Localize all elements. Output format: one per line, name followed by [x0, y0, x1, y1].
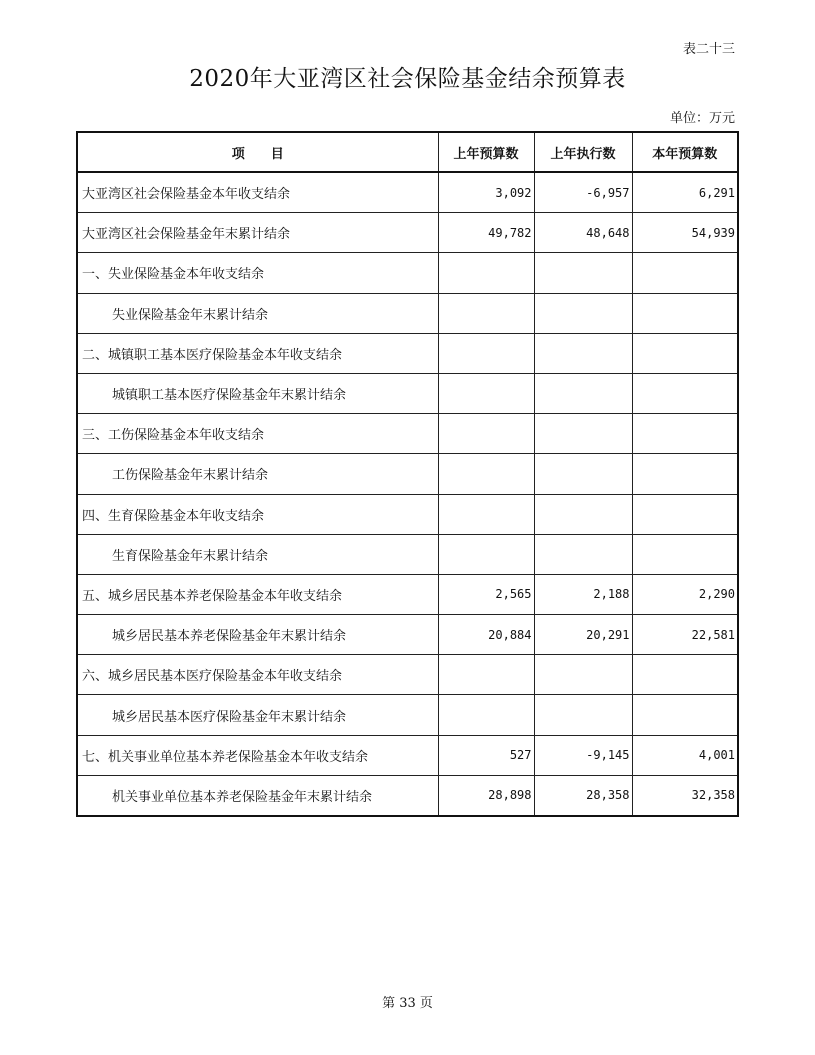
table-row [77, 534, 738, 574]
column-header-prev-budget: 上年预算数 [438, 132, 534, 172]
cell-prev-budget [438, 373, 534, 413]
row-item-label: 失业保险基金年末累计结余 [77, 293, 438, 333]
row-item-label: 一、失业保险基金本年收支结余 [77, 253, 438, 293]
budget-table [76, 131, 739, 817]
row-item-label: 大亚湾区社会保险基金本年收支结余 [77, 172, 438, 213]
cell-prev-actual: 48,648 [534, 213, 632, 253]
cell-prev-actual [534, 655, 632, 695]
cell-curr-budget [632, 454, 738, 494]
table-row [77, 494, 738, 534]
row-item-label: 六、城乡居民基本医疗保险基金本年收支结余 [77, 655, 438, 695]
cell-prev-budget [438, 414, 534, 454]
table-row [77, 454, 738, 494]
cell-curr-budget: 4,001 [632, 735, 738, 775]
page-title: 2020年大亚湾区社会保险基金结余预算表 [189, 66, 626, 92]
cell-curr-budget [632, 333, 738, 373]
cell-curr-budget [632, 695, 738, 735]
cell-prev-actual [534, 414, 632, 454]
cell-prev-budget [438, 333, 534, 373]
cell-prev-budget: 2,565 [438, 574, 534, 614]
row-item-label: 七、机关事业单位基本养老保险基金本年收支结余 [77, 735, 438, 775]
cell-prev-budget [438, 655, 534, 695]
table-row [77, 615, 738, 655]
cell-prev-budget: 20,884 [438, 615, 534, 655]
cell-prev-actual [534, 695, 632, 735]
cell-curr-budget [632, 494, 738, 534]
cell-prev-actual [534, 333, 632, 373]
cell-curr-budget [632, 534, 738, 574]
row-item-label: 三、工伤保险基金本年收支结余 [77, 414, 438, 454]
row-item-label: 五、城乡居民基本养老保险基金本年收支结余 [77, 574, 438, 614]
cell-prev-budget [438, 253, 534, 293]
cell-prev-budget: 527 [438, 735, 534, 775]
cell-prev-budget [438, 293, 534, 333]
cell-prev-budget [438, 454, 534, 494]
column-header-item: 项 目 [77, 132, 438, 172]
table-header-row [77, 132, 738, 172]
cell-prev-actual [534, 293, 632, 333]
cell-prev-actual: 2,188 [534, 574, 632, 614]
table-row [77, 293, 738, 333]
table-row [77, 735, 738, 775]
row-item-label: 城镇职工基本医疗保险基金年末累计结余 [77, 373, 438, 413]
table-row [77, 373, 738, 413]
cell-curr-budget: 6,291 [632, 172, 738, 213]
cell-prev-actual [534, 494, 632, 534]
cell-curr-budget [632, 373, 738, 413]
cell-prev-actual: 28,358 [534, 775, 632, 816]
table-row [77, 213, 738, 253]
table-row [77, 333, 738, 373]
cell-curr-budget [632, 414, 738, 454]
cell-curr-budget [632, 655, 738, 695]
cell-prev-actual: -9,145 [534, 735, 632, 775]
cell-curr-budget: 32,358 [632, 775, 738, 816]
cell-prev-actual [534, 373, 632, 413]
cell-prev-budget [438, 695, 534, 735]
row-item-label: 四、生育保险基金本年收支结余 [77, 494, 438, 534]
table-row [77, 574, 738, 614]
page-number: 第 33 页 [382, 996, 433, 1011]
cell-prev-actual [534, 253, 632, 293]
table-row [77, 172, 738, 213]
column-header-curr-budget: 本年预算数 [632, 132, 738, 172]
row-item-label: 机关事业单位基本养老保险基金年末累计结余 [77, 775, 438, 816]
table-number: 表二十三 [682, 42, 735, 57]
row-item-label: 城乡居民基本养老保险基金年末累计结余 [77, 615, 438, 655]
cell-prev-actual: 20,291 [534, 615, 632, 655]
cell-prev-budget: 3,092 [438, 172, 534, 213]
cell-prev-budget: 49,782 [438, 213, 534, 253]
row-item-label: 大亚湾区社会保险基金年末累计结余 [77, 213, 438, 253]
cell-prev-budget [438, 494, 534, 534]
table-row [77, 775, 738, 816]
cell-curr-budget: 54,939 [632, 213, 738, 253]
row-item-label: 二、城镇职工基本医疗保险基金本年收支结余 [77, 333, 438, 373]
cell-curr-budget [632, 293, 738, 333]
row-item-label: 工伤保险基金年末累计结余 [77, 454, 438, 494]
row-item-label: 生育保险基金年末累计结余 [77, 534, 438, 574]
cell-prev-budget: 28,898 [438, 775, 534, 816]
row-item-label: 城乡居民基本医疗保险基金年末累计结余 [77, 695, 438, 735]
cell-curr-budget: 22,581 [632, 615, 738, 655]
table-body [77, 172, 738, 816]
table-row [77, 695, 738, 735]
cell-prev-actual: -6,957 [534, 172, 632, 213]
cell-prev-budget [438, 534, 534, 574]
cell-curr-budget: 2,290 [632, 574, 738, 614]
unit-label: 单位：万元 [669, 111, 735, 126]
cell-prev-actual [534, 454, 632, 494]
column-header-prev-actual: 上年执行数 [534, 132, 632, 172]
table-row [77, 253, 738, 293]
table-row [77, 655, 738, 695]
cell-curr-budget [632, 253, 738, 293]
table-row [77, 414, 738, 454]
cell-prev-actual [534, 534, 632, 574]
